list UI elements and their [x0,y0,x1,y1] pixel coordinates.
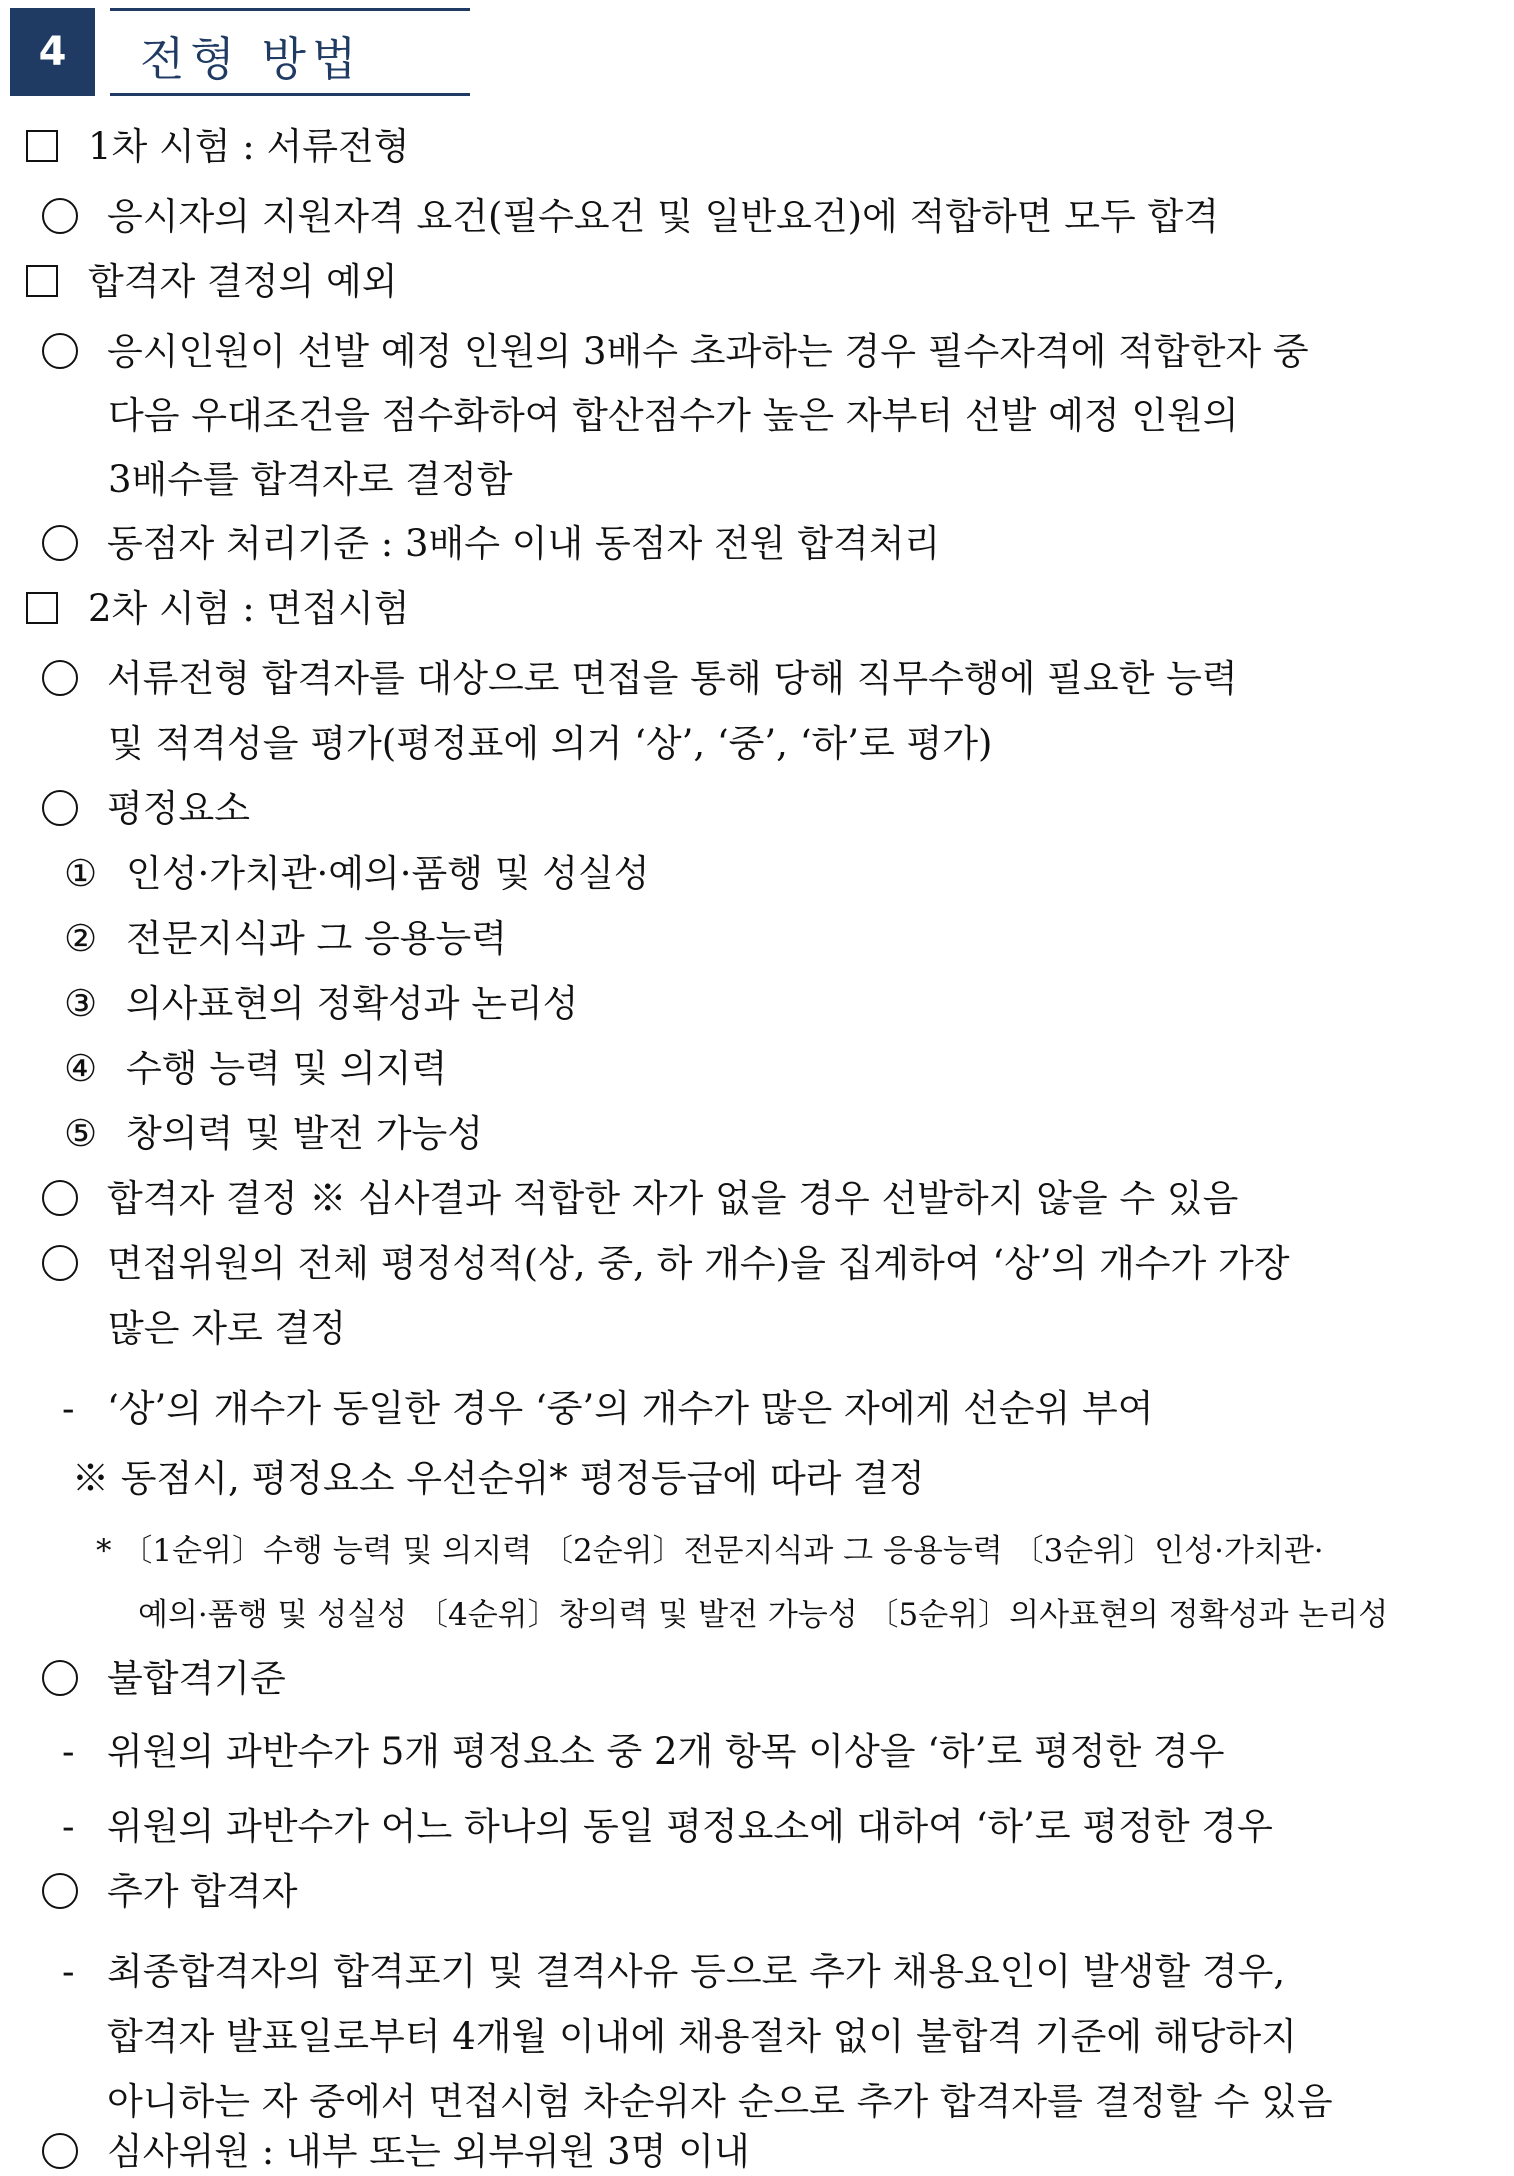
item-text: 심사위원 : 내부 또는 외부위원 3명 이내 [107,2130,750,2173]
circle-bullet-icon [42,1660,78,1696]
numbered-item [64,1110,483,1158]
square-bullet-icon [26,130,58,162]
number-marker: ⑤ [64,1112,98,1155]
circle-bullet-icon [42,333,78,369]
circle-item [42,655,1238,703]
circle-bullet-icon [42,790,78,826]
item-text: 최종합격자의 합격포기 및 결격사유 등으로 추가 채용요인이 발생할 경우, [107,1950,1286,1993]
number-marker: ② [64,917,98,960]
item-text: 수행 능력 및 의지력 [126,1047,448,1090]
number-marker: ③ [64,982,98,1025]
section-number: 4 [10,8,95,96]
item-text: 1차 시험 : 서류전형 [88,125,410,168]
dash-item [62,1728,1225,1776]
item-text: 불합격기준 [107,1657,286,1700]
circle-item [42,2128,750,2176]
item-text: 동점자 처리기준 : 3배수 이내 동점자 전원 합격처리 [107,522,941,565]
circle-bullet-icon [42,660,78,696]
circle-item [42,1175,1238,1223]
item-continuation: 및 적격성을 평가(평정표에 의거 ‘상’, ‘중’, ‘하’로 평가) [108,722,993,765]
item-continuation: 아니하는 자 중에서 면접시험 차순위자 순으로 추가 합격자를 결정할 수 있음 [107,2080,1333,2123]
number-marker: ① [64,852,98,895]
item-continuation: 3배수를 합격자로 결정함 [108,458,513,501]
item-text: 응시자의 지원자격 요건(필수요건 및 일반요건)에 적합하면 모두 합격 [107,195,1219,238]
item-continuation: 많은 자로 결정 [108,1307,346,1350]
priority-note: * 〔1순위〕수행 능력 및 의지력 〔2순위〕전문지식과 그 응용능력 〔3순위〕인성·가치관· [96,1533,1324,1569]
circle-bullet-icon [42,525,78,561]
item-text: 합격자 결정의 예외 [88,260,398,303]
section-header [10,8,470,96]
numbered-item [64,1045,447,1093]
item-text: 위원의 과반수가 5개 평정요소 중 2개 항목 이상을 ‘하’로 평정한 경우 [107,1730,1225,1773]
dash-item [62,1948,1285,1996]
circle-bullet-icon [42,198,78,234]
numbered-item [64,850,649,898]
circle-item [42,520,940,568]
reference-note: ※ 동점시, 평정요소 우선순위* 평정등급에 따라 결정 [72,1457,925,1500]
circle-item [42,785,250,833]
circle-item [42,193,1219,241]
square-item [26,258,397,306]
dash-marker: - [62,1950,75,1993]
item-text: 응시인원이 선발 예정 인원의 3배수 초과하는 경우 필수자격에 적합한자 중 [107,330,1309,373]
section-title-box [110,8,470,96]
item-text: 의사표현의 정확성과 논리성 [126,982,579,1025]
circle-item [42,1868,297,1916]
dash-item [62,1803,1273,1851]
item-continuation: 다음 우대조건을 점수화하여 합산점수가 높은 자부터 선발 예정 인원의 [108,394,1239,437]
square-item [26,123,409,171]
item-text: 2차 시험 : 면접시험 [88,587,410,630]
item-text: 면접위원의 전체 평정성적(상, 중, 하 개수)을 집계하여 ‘상’의 개수가 가장 [107,1242,1290,1285]
item-text: ‘상’의 개수가 동일한 경우 ‘중’의 개수가 많은 자에게 선순위 부여 [107,1387,1154,1430]
circle-item [42,1240,1290,1288]
circle-item [42,1655,286,1703]
item-text: 창의력 및 발전 가능성 [126,1112,483,1155]
item-continuation: 합격자 발표일로부터 4개월 이내에 채용절차 없이 불합격 기준에 해당하지 [107,2015,1297,2058]
item-text: 인성·가치관·예의·품행 및 성실성 [126,852,650,895]
dash-marker: - [62,1387,75,1430]
priority-note: 예의·품행 및 성실성 〔4순위〕창의력 및 발전 가능성 〔5순위〕의사표현의 정확성과 논리성 [138,1597,1389,1633]
square-bullet-icon [26,265,58,297]
dash-item [62,1385,1153,1433]
item-text: 서류전형 합격자를 대상으로 면접을 통해 당해 직무수행에 필요한 능력 [107,657,1238,700]
circle-bullet-icon [42,1873,78,1909]
dash-marker: - [62,1730,75,1773]
circle-bullet-icon [42,1180,78,1216]
item-text: 전문지식과 그 응용능력 [126,917,507,960]
number-marker: ④ [64,1047,98,1090]
square-item [26,585,409,633]
section-title: 전형 방법 [140,32,363,86]
circle-item [42,328,1309,376]
item-text: 평정요소 [107,787,250,830]
circle-bullet-icon [42,1245,78,1281]
square-bullet-icon [26,592,58,624]
dash-marker: - [62,1805,75,1848]
item-text: 위원의 과반수가 어느 하나의 동일 평정요소에 대하여 ‘하’로 평정한 경우 [107,1805,1273,1848]
circle-bullet-icon [42,2133,78,2169]
item-text: 합격자 결정 ※ 심사결과 적합한 자가 없을 경우 선발하지 않을 수 있음 [107,1177,1239,1220]
item-text: 추가 합격자 [107,1870,298,1913]
numbered-item [64,980,578,1028]
numbered-item [64,915,507,963]
